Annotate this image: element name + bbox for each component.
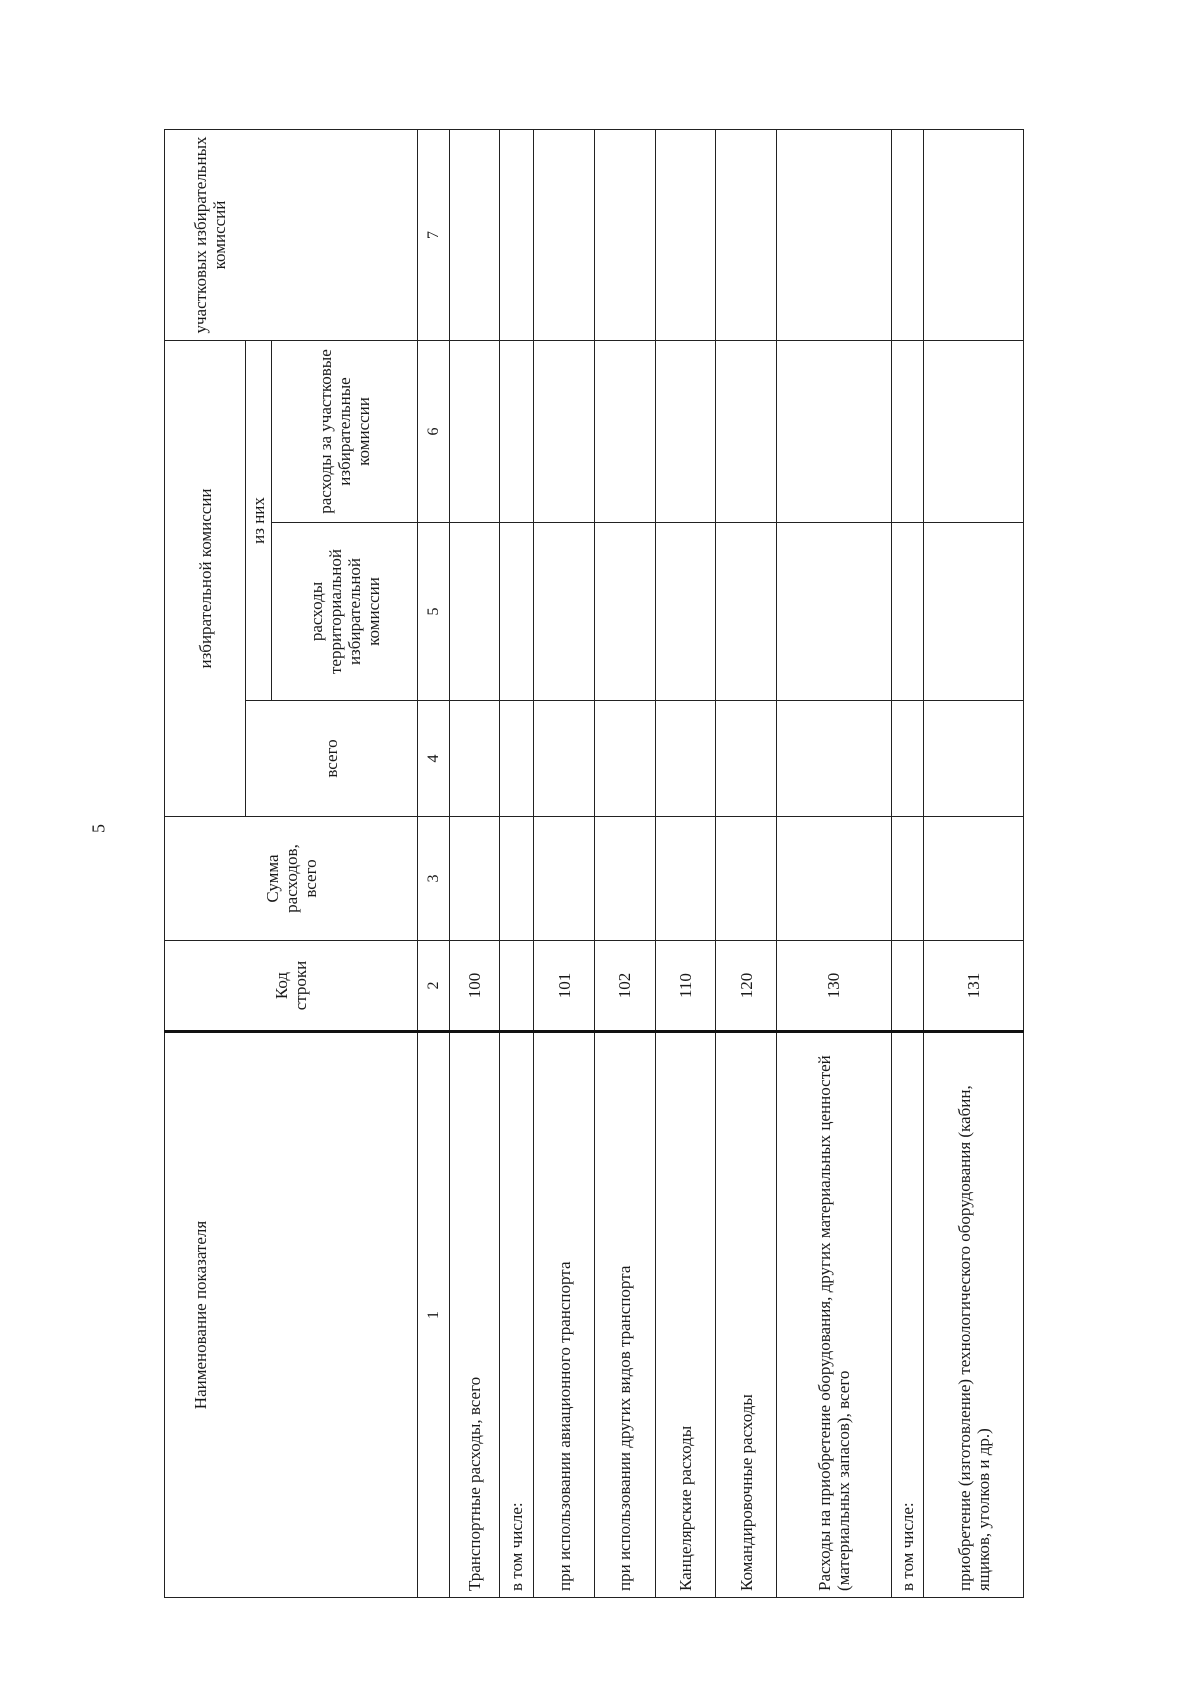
cell[interactable]	[595, 129, 656, 340]
cell[interactable]	[776, 129, 891, 340]
cell[interactable]	[499, 523, 534, 701]
header-name: Наименование показателя	[165, 1032, 418, 1598]
row-code: 101	[534, 941, 595, 1032]
cell[interactable]	[595, 523, 656, 701]
table-row	[924, 129, 1024, 1597]
col-num-3: 3	[418, 817, 449, 941]
cell[interactable]	[534, 340, 595, 522]
cell[interactable]	[716, 129, 777, 340]
cell[interactable]	[776, 701, 891, 817]
table-row	[776, 129, 891, 1597]
cell[interactable]	[655, 817, 716, 941]
page-number: 5	[88, 824, 109, 833]
table-row	[716, 129, 777, 1597]
cell[interactable]	[716, 817, 777, 941]
row-code: 131	[924, 941, 1024, 1032]
cell[interactable]	[499, 817, 534, 941]
cell[interactable]	[924, 701, 1024, 817]
row-code: 130	[776, 941, 891, 1032]
row-code: 102	[595, 941, 656, 1032]
cell[interactable]	[449, 129, 499, 340]
col-num-7: 7	[418, 129, 449, 340]
col-num-5: 5	[418, 523, 449, 701]
cell[interactable]	[449, 340, 499, 522]
cell[interactable]	[716, 701, 777, 817]
cell[interactable]	[655, 129, 716, 340]
table-row	[595, 129, 656, 1597]
cell[interactable]	[595, 701, 656, 817]
col-num-1: 1	[418, 1032, 449, 1598]
row-name: приобретение (изготовление) технологического оборудования (кабин, ящиков, уголков и др.)	[924, 1032, 1024, 1598]
header-total: Сумма расходов, всего	[165, 817, 418, 941]
cell[interactable]	[499, 701, 534, 817]
header-for-precinct: расходы за участковые избирательные комиссии	[272, 340, 418, 522]
cell[interactable]	[655, 340, 716, 522]
col-num-6: 6	[418, 340, 449, 522]
cell[interactable]	[891, 701, 923, 817]
cell[interactable]	[534, 817, 595, 941]
cell[interactable]	[534, 523, 595, 701]
cell[interactable]	[924, 817, 1024, 941]
cell[interactable]	[499, 340, 534, 522]
cell[interactable]	[891, 129, 923, 340]
row-name: в том числе:	[891, 1032, 923, 1598]
row-name: Расходы на приобретение оборудования, других материальных ценностей (материальных запасов), всего	[776, 1032, 891, 1598]
header-of-them: из них	[246, 340, 272, 700]
header-code: Код строки	[165, 941, 418, 1032]
header-territorial: расходы территориальной избирательной комиссии	[272, 523, 418, 701]
row-name: в том числе:	[499, 1032, 534, 1598]
row-code: 100	[449, 941, 499, 1032]
cell[interactable]	[891, 340, 923, 522]
row-name: Командировочные расходы	[716, 1032, 777, 1598]
row-code	[891, 941, 923, 1032]
cell[interactable]	[776, 817, 891, 941]
cell[interactable]	[891, 523, 923, 701]
cell[interactable]	[595, 817, 656, 941]
expense-table	[164, 129, 1024, 1598]
table-row	[499, 129, 534, 1597]
cell[interactable]	[655, 523, 716, 701]
table-row	[449, 129, 499, 1597]
header-commission: избирательной комиссии	[165, 340, 246, 816]
cell[interactable]	[449, 817, 499, 941]
row-code: 110	[655, 941, 716, 1032]
row-code: 120	[716, 941, 777, 1032]
table-row	[655, 129, 716, 1597]
row-name: при использовании авиационного транспорта	[534, 1032, 595, 1598]
cell[interactable]	[924, 523, 1024, 701]
row-code	[499, 941, 534, 1032]
table-row	[534, 129, 595, 1597]
header-precinct: участковых избирательных комиссий	[165, 129, 418, 340]
row-name: Транспортные расходы, всего	[449, 1032, 499, 1598]
cell[interactable]	[534, 129, 595, 340]
cell[interactable]	[595, 340, 656, 522]
cell[interactable]	[534, 701, 595, 817]
cell[interactable]	[499, 129, 534, 340]
cell[interactable]	[716, 523, 777, 701]
cell[interactable]	[655, 701, 716, 817]
row-name: Канцелярские расходы	[655, 1032, 716, 1598]
cell[interactable]	[716, 340, 777, 522]
row-name: при использовании других видов транспорта	[595, 1032, 656, 1598]
cell[interactable]	[776, 340, 891, 522]
cell[interactable]	[924, 340, 1024, 522]
cell[interactable]	[891, 817, 923, 941]
cell[interactable]	[449, 701, 499, 817]
cell[interactable]	[776, 523, 891, 701]
cell[interactable]	[449, 523, 499, 701]
col-num-4: 4	[418, 701, 449, 817]
col-num-2: 2	[418, 941, 449, 1032]
table-row	[891, 129, 923, 1597]
cell[interactable]	[924, 129, 1024, 340]
header-commission-total: всего	[246, 701, 418, 817]
